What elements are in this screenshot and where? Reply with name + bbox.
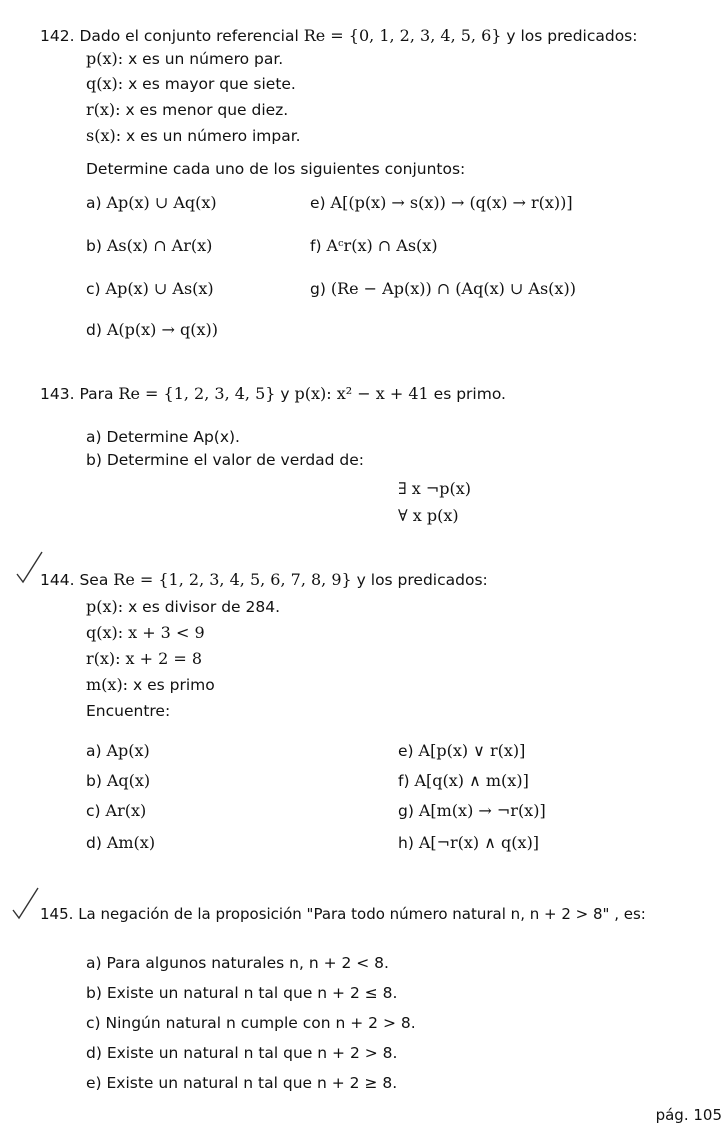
problem-number: 143.	[40, 385, 75, 403]
referential-set: Re = {1, 2, 3, 4, 5}	[118, 384, 276, 403]
task-text: Encuentre:	[86, 702, 171, 720]
problem-intro-tail: y los predicados:	[506, 27, 638, 45]
problem-142-header	[40, 26, 637, 46]
answer-option: b) Existe un natural n tal que n + 2 ≤ 8.	[86, 984, 398, 1002]
predicate-line: p(x): x es un número par.	[86, 49, 284, 68]
problem-143-header: 143. Para Re = {1, 2, 3, 4, 5} y p(x): x² − x + 41 es primo.	[40, 384, 506, 403]
exercise-item: f) Aᶜr(x) ∩ As(x)	[310, 236, 438, 255]
exercise-item: e) A[(p(x) → s(x)) → (q(x) → r(x))]	[310, 193, 573, 212]
problem-number: 145.	[40, 905, 74, 923]
predicate-line: p(x): x es divisor de 284.	[86, 597, 281, 616]
exercise-item: g) A[m(x) → ¬r(x)]	[398, 801, 546, 820]
exercise-item: a) Ap(x) ∪ Aq(x)	[86, 193, 217, 212]
predicate-line: q(x): x + 3 < 9	[86, 623, 205, 642]
check-mark-icon	[10, 884, 40, 924]
problem-number: 142.	[40, 27, 75, 45]
quantified-expression: ∃ x ¬p(x)	[398, 479, 472, 498]
exercise-item: c) Ap(x) ∪ As(x)	[86, 279, 214, 298]
answer-option: c) Ningún natural n cumple con n + 2 > 8.	[86, 1014, 416, 1032]
quantified-expression: ∀ x p(x)	[398, 506, 459, 525]
exercise-item: d) A(p(x) → q(x))	[86, 320, 218, 339]
predicate-line: r(x): x + 2 = 8	[86, 649, 203, 668]
exercise-item: c) Ar(x)	[86, 801, 147, 820]
answer-option: a) Para algunos naturales n, n + 2 < 8.	[86, 954, 389, 972]
exercise-item: a) Ap(x)	[86, 741, 150, 760]
exercise-item: h) A[¬r(x) ∧ q(x)]	[398, 833, 540, 852]
predicate-expr: p(x): x² − x + 41	[294, 384, 429, 403]
exercise-item: f) A[q(x) ∧ m(x)]	[398, 771, 529, 790]
exercise-item: b) As(x) ∩ Ar(x)	[86, 236, 213, 255]
problem-144-header: 144. Sea Re = {1, 2, 3, 4, 5, 6, 7, 8, 9} y los predicados:	[40, 570, 488, 589]
predicate-line: q(x): x es mayor que siete.	[86, 74, 296, 93]
sub-question: a) Determine Ap(x).	[86, 428, 240, 446]
sub-question: b) Determine el valor de verdad de:	[86, 451, 365, 469]
task-text: Determine cada uno de los siguientes conjuntos:	[86, 160, 466, 178]
exercise-item: b) Aq(x)	[86, 771, 151, 790]
problem-stem: La negación de la proposición "Para todo número natural n, n + 2 > 8" , es:	[78, 905, 646, 923]
answer-option: d) Existe un natural n tal que n + 2 > 8.	[86, 1044, 398, 1062]
referential-set: Re = {1, 2, 3, 4, 5, 6, 7, 8, 9}	[113, 570, 352, 589]
exercise-item: d) Am(x)	[86, 833, 156, 852]
problem-145-header	[40, 904, 646, 924]
problem-number: 144.	[40, 571, 75, 589]
exercise-item: e) A[p(x) ∨ r(x)]	[398, 741, 526, 760]
predicate-line: m(x): x es primo	[86, 675, 215, 694]
problem-intro: Dado el conjunto referencial	[79, 27, 299, 45]
predicate-line: r(x): x es menor que diez.	[86, 100, 289, 119]
exercise-item: g) (Re − Ap(x)) ∩ (Aq(x) ∪ As(x))	[310, 279, 576, 298]
predicate-line: s(x): x es un número impar.	[86, 126, 301, 145]
referential-set: Re = {0, 1, 2, 3, 4, 5, 6}	[303, 26, 502, 45]
page-number: pág. 105	[655, 1106, 722, 1124]
answer-option: e) Existe un natural n tal que n + 2 ≥ 8.	[86, 1074, 398, 1092]
